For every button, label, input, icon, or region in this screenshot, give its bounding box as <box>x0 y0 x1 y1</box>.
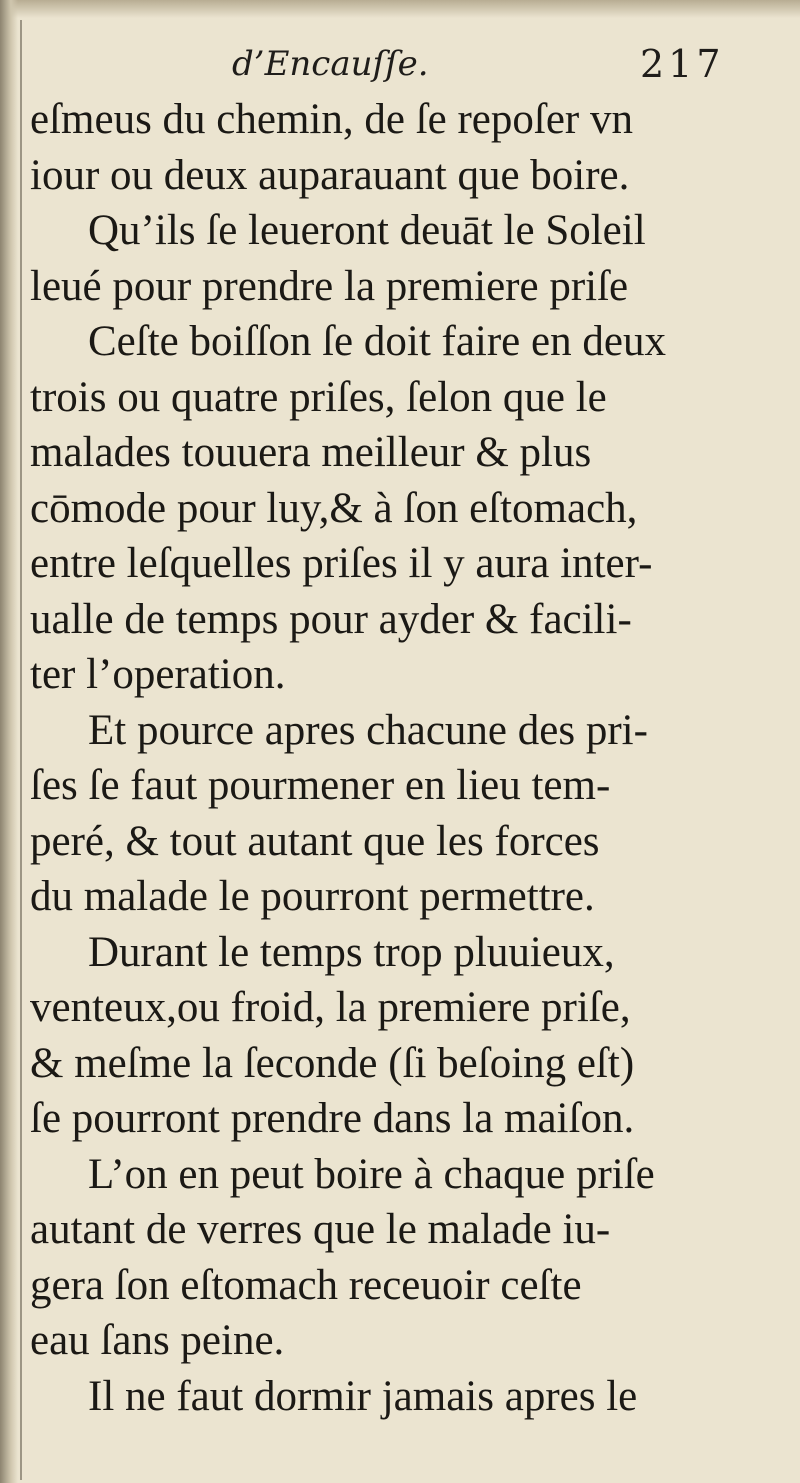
text-line: Ceſte boiſſon ſe doit faire en deux <box>88 318 666 365</box>
text-line: trois ou quatre priſes, ſelon que le <box>30 373 607 421</box>
text-line: autant de verres que le malade iu- <box>30 1206 611 1253</box>
text-line: Durant le temps trop pluuieux, <box>88 928 615 976</box>
page-number: 217 <box>640 42 725 86</box>
text-line: du malade le pourront permettre. <box>30 873 595 920</box>
gutter-line <box>20 20 22 1480</box>
text-line: leué pour prendre la premiere priſe <box>30 262 629 310</box>
text-line: ualle de temps pour ayder & facili- <box>30 595 632 643</box>
text-line: cōmode pour luy,& à ſon eſtomach, <box>30 484 638 532</box>
text-line: eau ſans peine. <box>30 1317 285 1364</box>
text-line: eſmeus du chemin, de ſe repoſer vn <box>30 96 633 143</box>
text-line: Il ne faut dormir jamais apres le <box>88 1372 638 1420</box>
binding-spine-shadow <box>0 0 18 1483</box>
text-line: ſes ſe faut pourmener en lieu tem- <box>30 762 611 809</box>
text-line: gera ſon eſtomach receuoir ceſte <box>30 1261 582 1309</box>
body-text <box>30 92 770 1424</box>
running-head: d’Encauſſe. <box>232 44 429 84</box>
text-line: iour ou deux auparauant que boire. <box>30 151 630 199</box>
text-line: Qu’ils ſe leueront deuāt le Soleil <box>88 207 646 254</box>
page-top-shadow <box>0 0 800 18</box>
text-line: & meſme la ſeconde (ſi beſoing eſt) <box>30 1039 635 1087</box>
text-line: L’on en peut boire à chaque priſe <box>88 1150 655 1198</box>
text-line: peré, & tout autant que les forces <box>30 817 600 865</box>
text-line: malades touuera meilleur & plus <box>30 429 592 476</box>
text-line: entre leſquelles priſes il y aura inter- <box>30 540 653 587</box>
page-header <box>0 40 800 96</box>
text-line: venteux,ou froid, la premiere priſe, <box>30 984 631 1031</box>
text-line: ter l’operation. <box>30 651 286 698</box>
text-line: ſe pourront prendre dans la maiſon. <box>30 1095 635 1142</box>
text-line: Et pource apres chacune des pri- <box>88 706 648 754</box>
